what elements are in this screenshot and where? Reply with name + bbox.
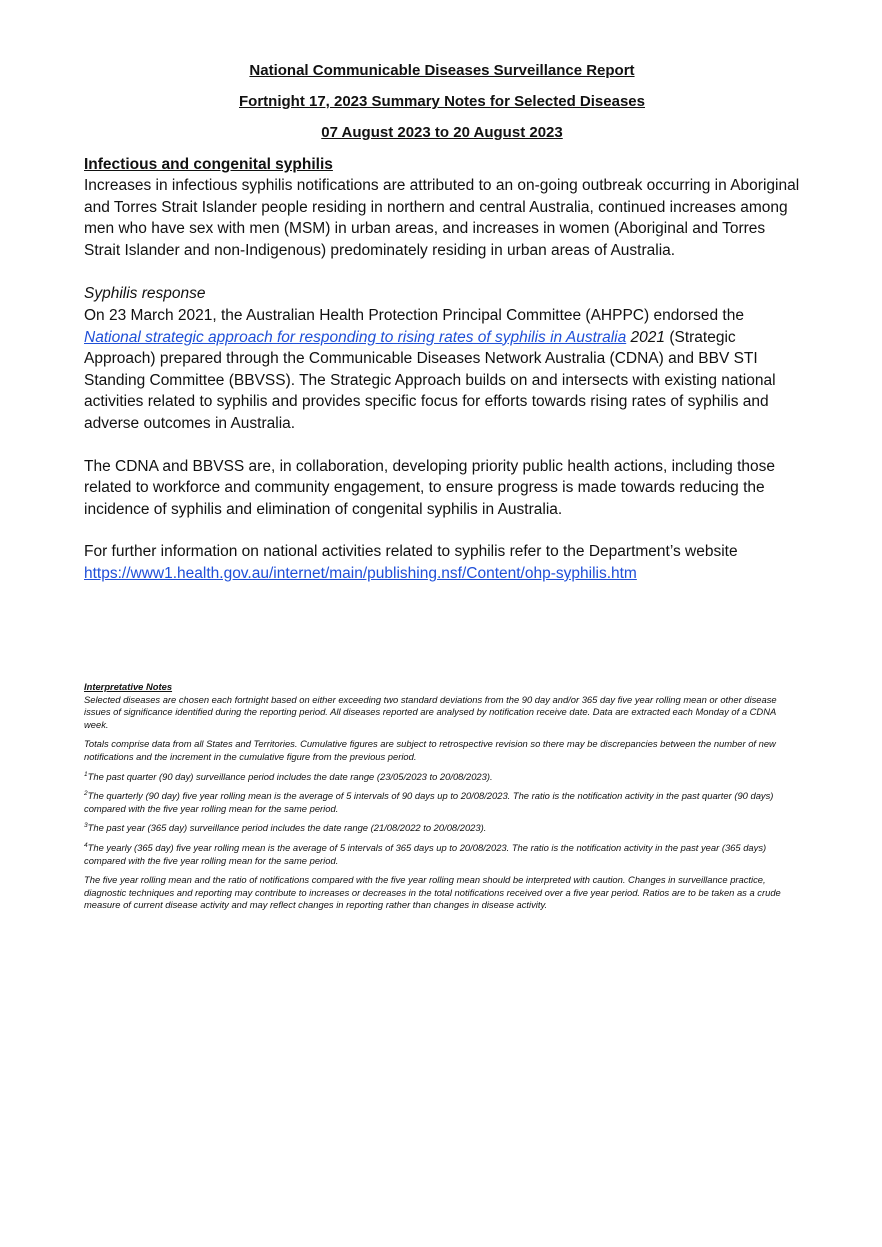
notes-heading: Interpretative Notes — [84, 681, 173, 692]
note-text: The quarterly (90 day) five year rolling mean is the average of 5 intervals of 90 days up to 20/08/2023. The ratio is the notification activity in the past quarter (90 days) compared with the five year rolling mean for the same period. — [84, 790, 774, 814]
note-yearly-mean — [84, 842, 800, 867]
footnote-marker: 1 — [84, 770, 88, 778]
spacer — [84, 520, 800, 541]
strategic-approach-link[interactable]: National strategic approach for responding to rising rates of syphilis in Australia — [84, 328, 627, 346]
spacer — [84, 435, 800, 456]
note-text: The past quarter (90 day) surveillance period includes the date range (23/05/2023 to 20/08/2023). — [87, 770, 493, 782]
department-website-link[interactable]: https://www1.health.gov.au/internet/main/publishing.nsf/Content/ohp-syphilis.htm — [84, 564, 637, 582]
cdna-bbvss-paragraph: The CDNA and BBVSS are, in collaboration, developing priority public health actions, including those related to workforce and community engagement, to ensure progress is made towards reducing the incidence of syphilis and elimination of congenital syphilis in Australia. — [84, 457, 776, 518]
note-caution: The five year rolling mean and the ratio of notifications compared with the five year rolling mean should be interpreted with caution. Changes in surveillance practice, diagnostic techniques and reporting may contribute to increases or decreases in the total notifications received over a five year period. Ratios are to be taken as a crude measure of current disease activity and may reflect changes in reporting rather than changes in disease activity. — [84, 874, 781, 911]
footnote-marker: 4 — [84, 841, 88, 849]
footnote-marker: 2 — [84, 790, 88, 798]
report-subtitle: Fortnight 17, 2023 Summary Notes for Selected Diseases — [239, 93, 645, 110]
further-info-text: For further information on national activities related to syphilis refer to the Department’s website — [84, 543, 738, 561]
note-text: The yearly (365 day) five year rolling mean is the average of 5 intervals of 365 days up to 20/08/2023. The ratio is the notification activity in the past year (365 days) compared with the five year rolling mean for the same period. — [84, 841, 767, 866]
note-past-year — [84, 822, 800, 835]
section-heading-syphilis: Infectious and congenital syphilis — [84, 156, 333, 173]
note-selection-criteria: Selected diseases are chosen each fortnight based on either exceeding two standard deviations from the 90 day and/or 365 day five year rolling mean or other disease issues of significance identified during the reporting period. All diseases reported are analysed by notification receive date. Data are extracted each Monday of a CDNA week. — [84, 693, 777, 730]
interpretative-notes — [84, 681, 800, 919]
note-totals: Totals comprise data from all States and Territories. Cumulative figures are subject to retrospective revision so there may be discrepancies between the number of new notifications and the increment in the cumulative figure from the previous period. — [84, 738, 776, 762]
footnote-marker: 3 — [84, 822, 88, 830]
note-quarterly-mean — [84, 790, 800, 815]
note-text: The past year (365 day) surveillance period includes the date range (21/08/2022 to 20/08/2023). — [87, 822, 487, 834]
response-text-after-link: (Strategic Approach) prepared through the Communicable Diseases Network Australia (CDNA) and BBV STI Standing Committee (BBVSS). The Strategic Approach builds on and intersects with existing national activities related to syphilis and provides specific focus for efforts towards rising rates of syphilis and adverse outcomes in Australia. — [84, 328, 776, 432]
strategic-approach-year: 2021 — [630, 328, 666, 346]
report-date-range: 07 August 2023 to 20 August 2023 — [321, 124, 563, 141]
report-title: National Communicable Diseases Surveillance Report — [249, 62, 635, 79]
response-text-before-link: On 23 March 2021, the Australian Health Protection Principal Committee (AHPPC) endorsed the — [84, 306, 744, 324]
further-info-paragraph — [84, 541, 800, 584]
syphilis-intro-paragraph: Increases in infectious syphilis notifications are attributed to an on-going outbreak occurring in Aboriginal and Torres Strait Islander people residing in northern and central Australia, continued increases among men who have sex with men (MSM) in urban areas, and increases in women (Aboriginal and Torres Strait Islander and non-Indigenous) predominately residing in urban areas of Australia. — [84, 177, 800, 259]
syphilis-response-paragraph — [84, 305, 800, 435]
syphilis-response-heading: Syphilis response — [84, 285, 206, 303]
note-past-quarter — [84, 771, 800, 784]
report-body — [84, 62, 800, 585]
